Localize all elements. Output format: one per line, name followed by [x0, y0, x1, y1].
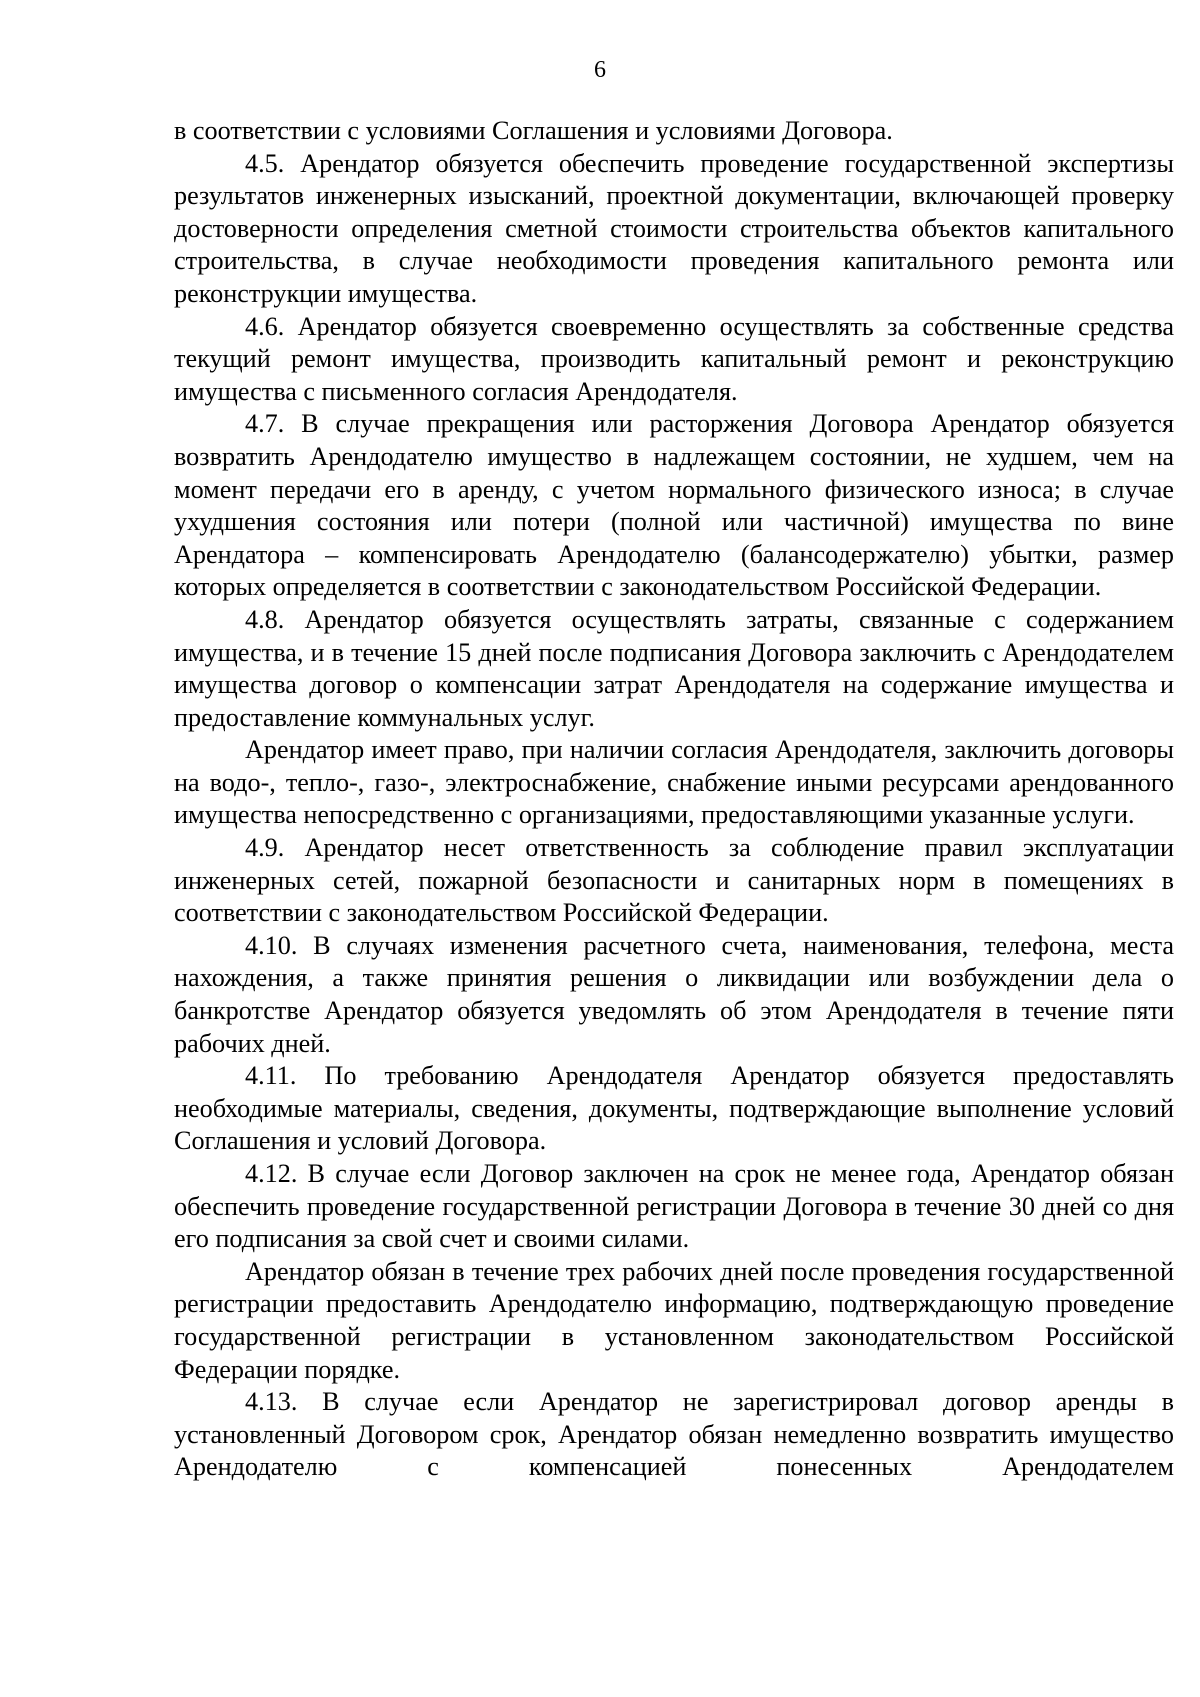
paragraph-4-12-registration-info: Арендатор обязан в течение трех рабочих дней после проведения государственной регистрации предоставить Арендодателю информацию, подтверждающую проведение государственной регистрации в установленном законодательством Российской Федерации порядке.	[174, 1256, 1174, 1384]
paragraph-4-8-utilities: Арендатор имеет право, при наличии согласия Арендодателя, заключить договоры на водо-, тепло-, газо-, электроснабжение, снабжение иными ресурсами арендованного имущества непосредственно с организациями, предоставляющими указанные услуги.	[174, 735, 1174, 830]
paragraph-continuation: в соответствии с условиями Соглашения и условиями Договора.	[174, 116, 893, 145]
paragraph-4-11: 4.11. По требованию Арендодателя Арендатор обязуется предоставлять необходимые материалы, сведения, документы, подтверждающие выполнение условий Соглашения и условий Договора.	[174, 1061, 1174, 1156]
paragraph-4-5: 4.5. Арендатор обязуется обеспечить проведение государственной экспертизы результатов инженерных изысканий, проектной документации, включающей проверку достоверности определения сметной стоимости строительства объектов капитального строительства, в случае необходимости проведения капитального ремонта или реконструкции имущества.	[174, 148, 1174, 308]
paragraph-4-12: 4.12. В случае если Договор заключен на срок не менее года, Арендатор обязан обеспечить проведение государственной регистрации Договора в течение 30 дней со дня его подписания за свой счет и своими силами.	[174, 1159, 1174, 1254]
paragraph-4-13: 4.13. В случае если Арендатор не зарегистрировал договор аренды в установленный Договором срок, Арендатор обязан немедленно возвратить имущество Арендодателю с компенсацией понесенных Арендодателем	[174, 1387, 1174, 1482]
paragraph-4-6: 4.6. Арендатор обязуется своевременно осуществлять за собственные средства текущий ремонт имущества, производить капитальный ремонт и реконструкцию имущества с письменного согласия Арендодателя.	[174, 311, 1174, 406]
paragraph-4-9: 4.9. Арендатор несет ответственность за соблюдение правил эксплуатации инженерных сетей, пожарной безопасности и санитарных норм в помещениях в соответствии с законодательством Российской Федерации.	[174, 833, 1174, 928]
paragraph-4-8: 4.8. Арендатор обязуется осуществлять затраты, связанные с содержанием имущества, и в течение 15 дней после подписания Договора заключить с Арендодателем имущества договор о компенсации затрат Арендодателя на содержание имущества и предоставление коммунальных услуг.	[174, 604, 1174, 732]
paragraph-4-10: 4.10. В случаях изменения расчетного счета, наименования, телефона, места нахождения, а также принятия решения о ликвидации или возбуждении дела о банкротстве Арендатор обязуется уведомлять об этом Арендодателя в течение пяти рабочих дней.	[174, 930, 1174, 1058]
page-number: 6	[594, 57, 606, 83]
paragraph-4-7: 4.7. В случае прекращения или расторжения Договора Арендатор обязуется возвратить Арендодателю имущество в надлежащем состоянии, не худшем, чем на момент передачи его в аренду, с учетом нормального физического износа; в случае ухудшения состояния или потери (полной или частичной) имущества по вине Арендатора – компенсировать Арендодателю (балансодержателю) убытки, размер которых определяется в соответствии с законодательством Российской Федерации.	[174, 409, 1174, 602]
document-body	[174, 115, 1174, 1484]
